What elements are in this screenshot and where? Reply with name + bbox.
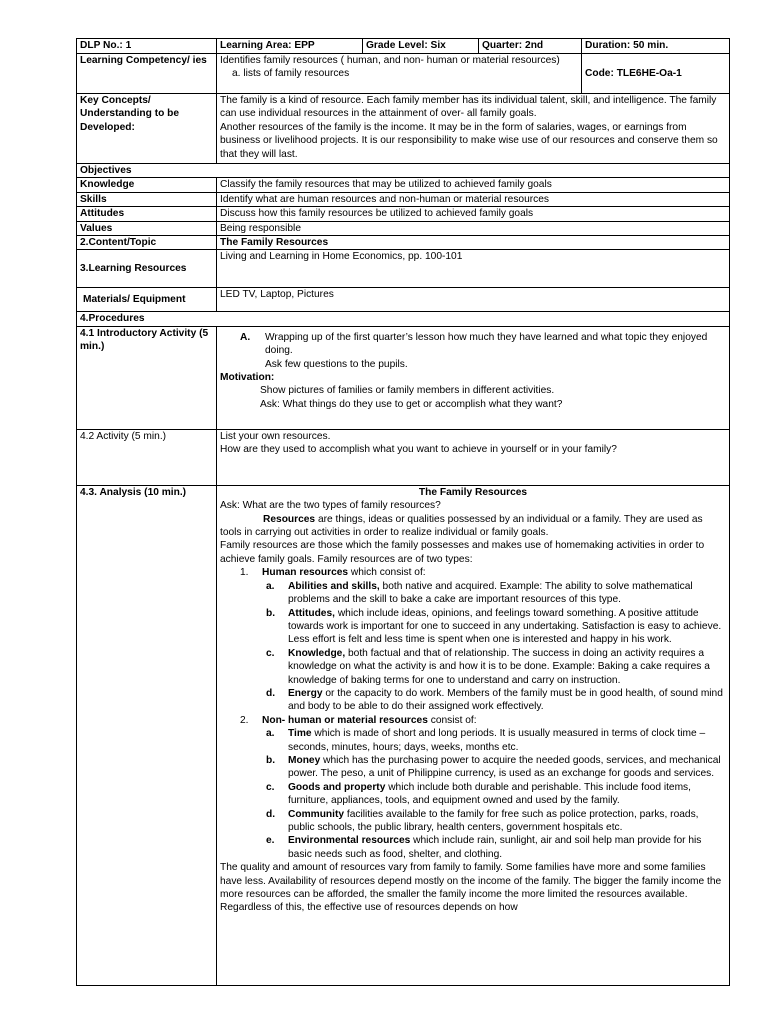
list-item <box>220 727 726 754</box>
item-term: Time <box>288 728 312 740</box>
learning-area: Learning Area: EPP <box>217 39 363 54</box>
objective-text: Classify the family resources that may be utilized to achieved family goals <box>217 178 730 192</box>
item-text: both native and acquired. Example: The ability to solve mathematical problems and the skill to bake a cake are important resources of this type. <box>288 580 693 606</box>
competency-label: Learning Competency/ ies <box>77 54 217 94</box>
list-item <box>220 580 726 607</box>
nonhuman-resources-item <box>220 714 726 727</box>
key-concepts-label: Key Concepts/ Understanding to be Developed: <box>77 94 217 164</box>
resources-term: Resources <box>263 513 316 525</box>
key-concepts-p1: The family is a kind of resource. Each family member has its individual talent, skill, and intelligence. The family can use individual resources in the attainment of over- all family goals. <box>220 95 717 120</box>
item-text: which is made of short and long periods. It is usually measured in terms of clock time – seconds, minutes, hours; days, weeks, months etc. <box>288 728 706 753</box>
list-item <box>220 834 726 861</box>
intro-a-sub: Ask few questions to the pupils. <box>265 358 408 370</box>
materials-label: Materials/ Equipment <box>77 288 217 312</box>
competency-cell <box>217 54 582 94</box>
motivation-label: Motivation: <box>220 372 275 384</box>
list-marker: a. <box>266 728 275 740</box>
analysis-closing: The quality and amount of resources vary from family to family. Some families have more and some families have less. Availability of resources depend mostly on the income of the family. The bigger the family income the more resources can be afforded, the smaller the family income the more limited the resources available. Regardless of this, the effective use of resources depends on how <box>220 862 722 914</box>
item-term: Knowledge, <box>288 647 346 659</box>
item-term: Goods and property <box>288 781 386 793</box>
activity-cell <box>217 429 730 485</box>
item-text: or the capacity to do work. Members of the family must be in good health, of sound mind and body to be able to do their assigned work effectively. <box>288 687 723 713</box>
list-marker: c. <box>266 647 275 659</box>
motivation-line-1: Show pictures of families or family members in different activities. <box>260 385 555 397</box>
intro-marker: A. <box>240 331 251 343</box>
item-text: facilities available to the family for free such as police protection, parks, roads, public schools, the public library, health centers, government hospitals etc. <box>288 808 699 833</box>
list-number: 1. <box>240 567 249 579</box>
intro-label: 4.1 Introductory Activity (5 min.) <box>77 326 217 429</box>
objective-text: Identify what are human resources and non-human or material resources <box>217 192 730 206</box>
competency-item: a. lists of family resources <box>232 68 350 80</box>
item-term: Environmental resources <box>288 835 411 847</box>
competency-code: Code: TLE6HE-Oa-1 <box>582 54 730 94</box>
list-item <box>220 647 726 687</box>
human-resources-item <box>220 566 726 579</box>
objective-label: Knowledge <box>77 178 217 192</box>
learning-resources-label: 3.Learning Resources <box>77 250 217 288</box>
item-term: Community <box>288 808 345 820</box>
objective-label: Skills <box>77 192 217 206</box>
family-resources-definition: Family resources are those which the family possesses and makes use of homemaking activities in order to achieve family goals. Family resources are of two types: <box>220 540 705 565</box>
item-text: which include both durable and perishable. This include food items, furniture, appliances, tools, and equipment owned and used by the family. <box>288 781 691 807</box>
list-marker: c. <box>266 781 275 793</box>
resources-text: are things, ideas or qualities possessed by an individual or a family. They are used as tools in carrying out activities in order to realize individual or family goals. <box>220 513 703 539</box>
activity-line-1: List your own resources. <box>220 430 331 442</box>
list-marker: e. <box>266 835 275 847</box>
objective-label: Values <box>77 221 217 235</box>
analysis-ask: Ask: What are the two types of family resources? <box>220 500 441 512</box>
key-concepts-cell <box>217 94 730 164</box>
analysis-label: 4.3. Analysis (10 min.) <box>77 485 217 985</box>
item-term: Attitudes, <box>288 607 335 619</box>
list-number: 2. <box>240 714 249 726</box>
human-resources-term: Human resources <box>262 567 349 579</box>
learning-resources-text: Living and Learning in Home Economics, pp. 100-101 <box>217 250 730 288</box>
list-item <box>220 687 726 714</box>
list-marker: d. <box>266 687 276 699</box>
list-marker: b. <box>266 607 276 619</box>
key-concepts-p2: Another resources of the family is the income. It may be in the form of salaries, wages, or earnings from business or livelihood projects. It is our responsibility to make wise use of our resources and conserve them so that they will last. <box>220 121 718 160</box>
analysis-title: The Family Resources <box>418 486 528 498</box>
nonhuman-resources-text: consist of: <box>427 714 477 726</box>
grade-level: Grade Level: Six <box>363 39 479 54</box>
intro-a-text: Wrapping up of the first quarter’s lesson how much they have learned and what topic they enjoyed doing. <box>265 331 708 357</box>
objective-text: Discuss how this family resources be utilized to achieved family goals <box>217 207 730 221</box>
analysis-cell <box>217 485 730 985</box>
objective-text: Being responsible <box>217 221 730 235</box>
list-item <box>220 607 726 647</box>
dlp-table <box>76 38 730 986</box>
dlp-number: DLP No.: 1 <box>77 39 217 54</box>
motivation-line-2: Ask: What things do they use to get or accomplish what they want? <box>260 398 563 410</box>
materials-text: LED TV, Laptop, Pictures <box>217 288 730 312</box>
item-term: Abilities and skills, <box>288 580 380 592</box>
activity-label: 4.2 Activity (5 min.) <box>77 429 217 485</box>
item-text: which has the purchasing power to acquire the needed goods, services, and mechanical power. The peso, a unit of Philippine currency, is used as an exchange for goods and services. <box>288 754 721 780</box>
procedures-heading: 4.Procedures <box>77 312 730 326</box>
objective-label: Attitudes <box>77 207 217 221</box>
list-marker: b. <box>266 754 276 766</box>
item-text: both factual and that of relationship. The success in doing an activity requires a knowledge on what the activity is and how it is to be done. Example: Baking a cake requires a knowledge of baking terms for one to understand and carry on instruction. <box>288 647 710 686</box>
competency-text: Identifies family resources ( human, and non- human or material resources) <box>220 55 560 66</box>
list-marker: d. <box>266 808 276 820</box>
objectives-heading: Objectives <box>77 164 730 178</box>
intro-cell <box>217 326 730 429</box>
item-text: which include rain, sunlight, air and soil help man provide for his basic needs such as food, shelter, and clothing. <box>288 835 702 860</box>
list-item <box>220 808 726 835</box>
resources-definition <box>220 513 726 540</box>
list-item <box>220 781 726 808</box>
item-term: Money <box>288 754 321 766</box>
list-item <box>220 754 726 781</box>
duration: Duration: 50 min. <box>582 39 730 54</box>
quarter: Quarter: 2nd <box>479 39 582 54</box>
list-marker: a. <box>266 580 275 592</box>
activity-line-2: How are they used to accomplish what you want to achieve in yourself or in your family? <box>220 444 617 456</box>
nonhuman-resources-term: Non- human or material resources <box>262 714 428 726</box>
item-term: Energy <box>288 687 323 699</box>
content-topic: The Family Resources <box>217 236 730 250</box>
content-label: 2.Content/Topic <box>77 236 217 250</box>
item-text: which include ideas, opinions, and feelings toward something. A positive attitude towards work is important for one to succeed in any undertaking. Satisfaction is easy to achieve. Less effort is felt and less time is spent when one is interested and happy in his work. <box>288 607 722 646</box>
human-resources-text: which consist of: <box>348 567 426 579</box>
